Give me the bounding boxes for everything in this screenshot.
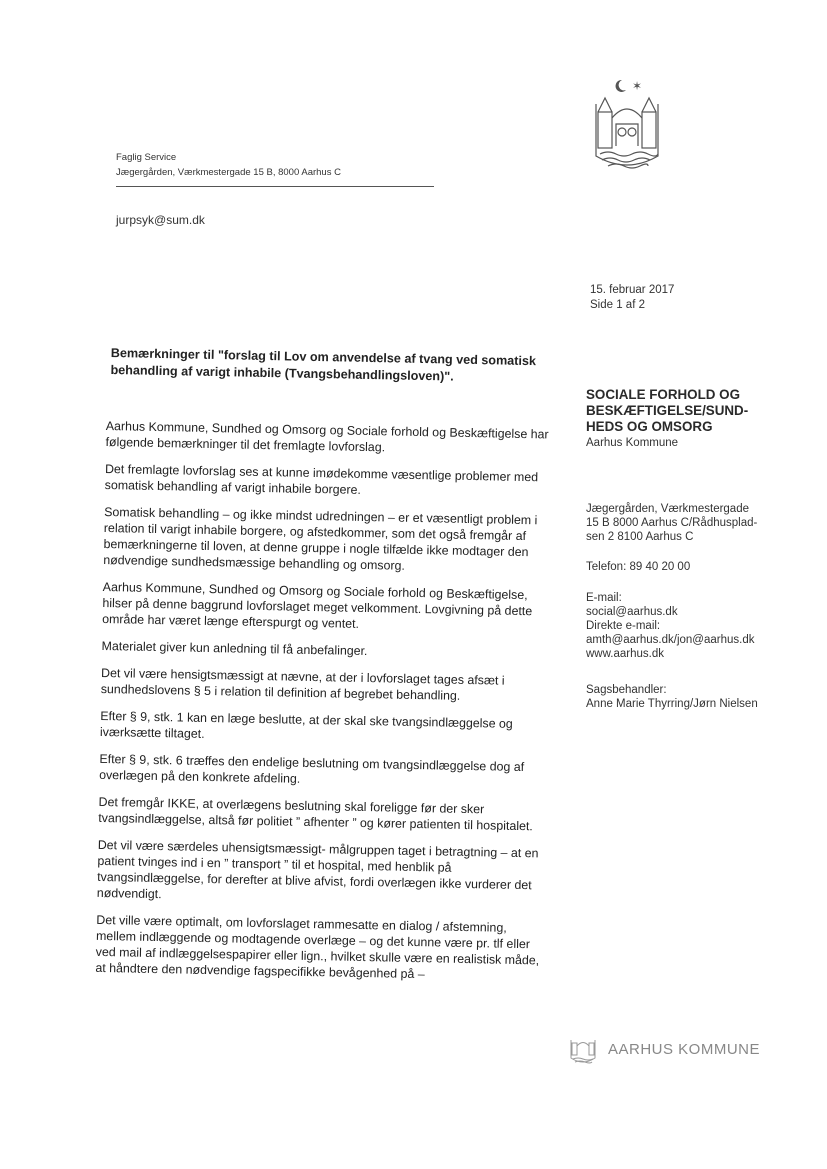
sender-address: Jægergården, Værkmestergade 15 B, 8000 Aarhus C (116, 167, 341, 178)
phone-number: Telefon: 89 40 20 00 (586, 561, 691, 573)
email-link[interactable]: social@aarhus.dk (586, 606, 678, 618)
body-paragraph: Det ville være optimalt, om lovforslaget rammesatte en dialog / afstemning, mellem indlæggende og modtagende overlæge – og det kunne være pr. tlf eller ved mail af indlæggelsespapirer eller lign., hvilket skulle være en realistisk måde, at håndtere den nødvendige fagspecifikke bevågenhed på – (95, 912, 540, 982)
address-line: sen 2 8100 Aarhus C (586, 531, 694, 543)
footer-logo-text: AARHUS KOMMUNE (608, 1041, 761, 1058)
body-paragraph: Aarhus Kommune, Sundhed og Omsorg og Sociale forhold og Beskæftigelse, hilser på denne baggrund lovforslaget meget velkomment. Lovgivning på dette område har været længe efterspurgt og ventet. (102, 579, 533, 631)
direct-email-link[interactable]: amth@aarhus.dk/jon@aarhus.dk (586, 634, 755, 646)
case-officer-label: Sagsbehandler: (586, 684, 667, 696)
recipient-email: jurpsyk@sum.dk (116, 213, 205, 227)
sender-department: Faglig Service (116, 152, 177, 163)
page-info: Side 1 af 2 (590, 299, 645, 311)
office-address (586, 502, 786, 544)
contact-info (586, 591, 806, 661)
website-link[interactable]: www.aarhus.dk (586, 648, 664, 660)
body-paragraph: Det fremgår IKKE, at overlægens beslutning skal foreligge før der sker tvangsindlæggelse, altså før politiet ” afhenter ” og kører patienten til hospitalet. (98, 794, 533, 834)
aarhus-seal-small-icon (568, 1030, 598, 1068)
address-line: Jægergården, Værkmestergade (586, 503, 749, 515)
letter-date: 15. februar 2017 (590, 284, 675, 296)
sender-divider (116, 186, 434, 187)
sender-info-column (586, 387, 801, 710)
unit-org: Aarhus Kommune (586, 437, 679, 449)
body-paragraph: Materialet giver kun anledning til få anbefalinger. (101, 638, 368, 659)
unit-name: SOCIALE FORHOLD OG BESKÆFTIGELSE/SUND-HEDS OG OMSORG (586, 387, 749, 434)
letter-body (95, 418, 558, 996)
body-paragraph: Aarhus Kommune, Sundhed og Omsorg og Sociale forhold og Beskæftigelse har følgende bemærkninger til det fremlagte lovforslag. (105, 418, 549, 455)
aarhus-seal-logo (588, 74, 666, 174)
email-label: E-mail: (586, 592, 622, 604)
body-paragraph: Det vil være hensigtsmæssigt at nævne, at der i lovforslaget tages afsæt i sundhedslovens § 5 i relation til definition af begrebet behandling. (100, 665, 505, 703)
address-line: 15 B 8000 Aarhus C/Rådhusplad- (586, 517, 758, 529)
svg-text:✶: ✶ (632, 79, 643, 93)
body-paragraph: Det fremlagte lovforslag ses at kunne imødekomme væsentlige problemer med somatisk behandling af varigt inhabile borgere. (104, 461, 539, 497)
letter-subject: Bemærkninger til "forslag til Lov om anvendelse af tvang ved somatisk behandling af varigt inhabile (Tvangsbehandlingsloven)". (110, 345, 537, 384)
case-officer-name: Anne Marie Thyrring/Jørn Nielsen (586, 698, 758, 710)
body-paragraph: Efter § 9, stk. 6 træffes den endelige beslutning om tvangsindlæggelse dog af overlægen på den konkrete afdeling. (99, 751, 525, 786)
body-paragraph: Somatisk behandling – og ikke mindst udredningen – er et væsentligt problem i relation til varigt inhabile borgere, og afstedkommer, som det også fremgår af bemærkningerne til loven, at denne gruppe i nogle tilfælde ikke modtager den nødvendige sundhedsmæssige behandling og omsorg. (103, 504, 538, 573)
body-paragraph: Efter § 9, stk. 1 kan en læge beslutte, at der skal ske tvangsindlæggelse og iværksætte tiltaget. (99, 708, 513, 741)
direct-email-label: Direkte e-mail: (586, 620, 661, 632)
case-officer (586, 683, 806, 711)
body-paragraph: Det vil være særdeles uhensigtsmæssigt- målgruppen taget i betragtning – at en patient tvinges ind i en ” transport ” til et hospital, med henblik på tvangsindlæggelse, for derefter at blive afvist, fordi overlægen ikke vurderer det nødvendigt. (96, 837, 539, 902)
